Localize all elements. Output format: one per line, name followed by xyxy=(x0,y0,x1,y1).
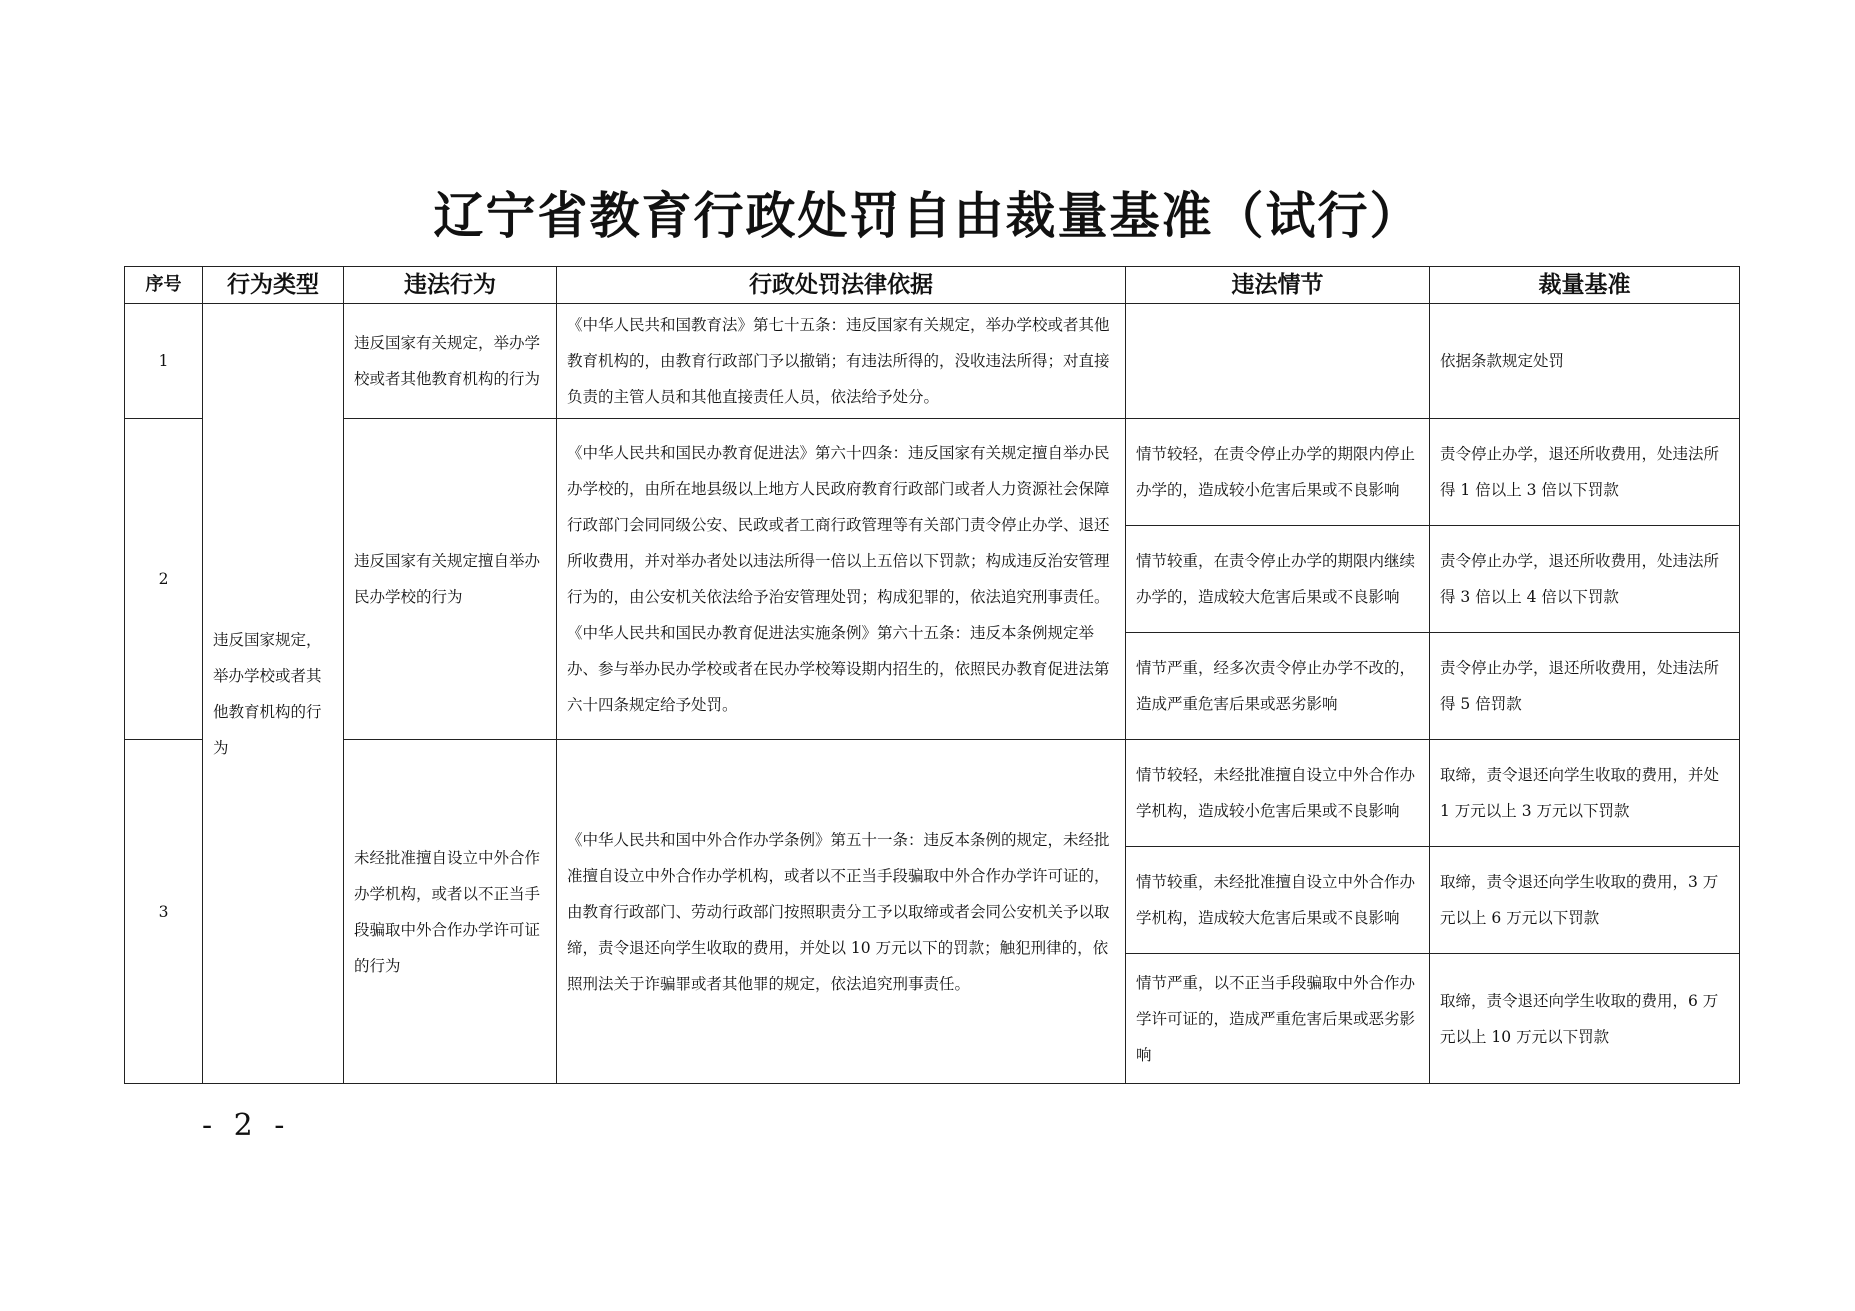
circumstance xyxy=(1126,304,1430,419)
circumstance: 情节严重，经多次责令停止办学不改的，造成严重危害后果或恶劣影响 xyxy=(1126,633,1430,740)
table-row xyxy=(125,304,1740,419)
legal-basis xyxy=(557,419,1126,740)
table-row xyxy=(125,419,1740,526)
row-seq: 1 xyxy=(125,304,203,419)
illegal-act: 违反国家有关规定，举办学校或者其他教育机构的行为 xyxy=(344,304,557,419)
circumstance: 情节较重，未经批准擅自设立中外合作办学机构，造成较大危害后果或不良影响 xyxy=(1126,847,1430,954)
discretion-standard: 责令停止办学，退还所收费用，处违法所得 5 倍罚款 xyxy=(1430,633,1740,740)
behavior-category: 违反国家规定，举办学校或者其他教育机构的行为 xyxy=(203,304,344,1084)
header-basis: 行政处罚法律依据 xyxy=(557,267,1126,304)
header-type: 行为类型 xyxy=(203,267,344,304)
header-act: 违法行为 xyxy=(344,267,557,304)
circumstance: 情节严重，以不正当手段骗取中外合作办学许可证的，造成严重危害后果或恶劣影响 xyxy=(1126,954,1430,1084)
illegal-act: 未经批准擅自设立中外合作办学机构，或者以不正当手段骗取中外合作办学许可证的行为 xyxy=(344,740,557,1084)
circumstance: 情节较重，在责令停止办学的期限内继续办学的，造成较大危害后果或不良影响 xyxy=(1126,526,1430,633)
header-seq: 序号 xyxy=(125,267,203,304)
header-standard: 裁量基准 xyxy=(1430,267,1740,304)
legal-basis xyxy=(557,740,1126,1084)
discretion-standard: 责令停止办学，退还所收费用，处违法所得 1 倍以上 3 倍以下罚款 xyxy=(1430,419,1740,526)
discretion-standard: 依据条款规定处罚 xyxy=(1430,304,1740,419)
discretion-standard: 取缔，责令退还向学生收取的费用，6 万元以上 10 万元以下罚款 xyxy=(1430,954,1740,1084)
table-row xyxy=(125,740,1740,847)
illegal-act: 违反国家有关规定擅自举办民办学校的行为 xyxy=(344,419,557,740)
circumstance: 情节较轻，未经批准擅自设立中外合作办学机构，造成较小危害后果或不良影响 xyxy=(1126,740,1430,847)
header-circumstance: 违法情节 xyxy=(1126,267,1430,304)
discretion-standard: 取缔，责令退还向学生收取的费用，并处 1 万元以上 3 万元以下罚款 xyxy=(1430,740,1740,847)
discretion-standard: 取缔，责令退还向学生收取的费用，3 万元以上 6 万元以下罚款 xyxy=(1430,847,1740,954)
row-seq: 3 xyxy=(125,740,203,1084)
page-number: - 2 - xyxy=(202,1108,291,1143)
row-seq: 2 xyxy=(125,419,203,740)
legal-basis-paragraph: 《中华人民共和国民办教育促进法实施条例》第六十五条：违反本条例规定举办、参与举办民办学校或者在民办学校筹设期内招生的，依照民办教育促进法第六十四条规定给予处罚。 xyxy=(567,624,1110,714)
legal-basis-paragraph: 《中华人民共和国民办教育促进法》第六十四条：违反国家有关规定擅自举办民办学校的，由所在地县级以上地方人民政府教育行政部门或者人力资源社会保障行政部门会同同级公安、民政或者工商行政管理等有关部门责令停止办学、退还所收费用，并对举办者处以违法所得一倍以上五倍以下罚款；构成违反治安管理行为的，由公安机关依法给予治安管理处罚；构成犯罪的，依法追究刑事责任。 xyxy=(567,444,1110,606)
discretion-standard: 责令停止办学，退还所收费用，处违法所得 3 倍以上 4 倍以下罚款 xyxy=(1430,526,1740,633)
legal-basis xyxy=(557,304,1126,419)
legal-basis-paragraph: 《中华人民共和国中外合作办学条例》第五十一条：违反本条例的规定，未经批准擅自设立中外合作办学机构，或者以不正当手段骗取中外合作办学许可证的，由教育行政部门、劳动行政部门按照职责分工予以取缔或者会同公安机关予以取缔，责令退还向学生收取的费用，并处以 10 万元以下的罚款；触犯刑律的，依照刑法关于诈骗罪或者其他罪的规定，依法追究刑事责任。 xyxy=(567,830,1110,993)
circumstance: 情节较轻，在责令停止办学的期限内停止办学的，造成较小危害后果或不良影响 xyxy=(1126,419,1430,526)
table-header-row xyxy=(125,267,1740,304)
penalty-standard-table xyxy=(124,266,1740,1084)
legal-basis-paragraph: 《中华人民共和国教育法》第七十五条：违反国家有关规定，举办学校或者其他教育机构的，由教育行政部门予以撤销；有违法所得的，没收违法所得；对直接负责的主管人员和其他直接责任人员，依法给予处分。 xyxy=(567,316,1110,406)
document-title: 辽宁省教育行政处罚自由裁量基准（试行） xyxy=(433,186,1422,245)
